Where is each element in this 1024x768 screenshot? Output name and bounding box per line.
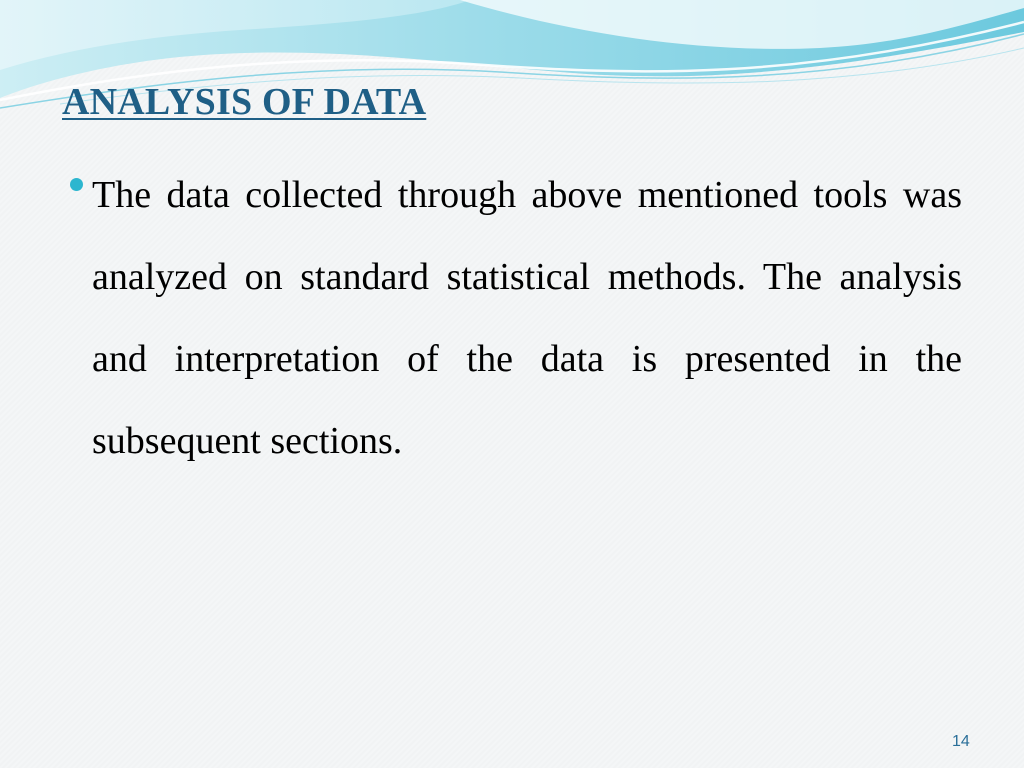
- slide-title: ANALYSIS OF DATA: [62, 81, 427, 123]
- bullet-item: [92, 154, 962, 482]
- page-number: 14: [952, 733, 970, 750]
- bullet-dot-icon: [70, 178, 83, 191]
- bullet-text: The data collected through above mentioned tools was analyzed on standard statistical methods. The analysis and interpretation of the data is presented in the subsequent sections.: [92, 174, 962, 462]
